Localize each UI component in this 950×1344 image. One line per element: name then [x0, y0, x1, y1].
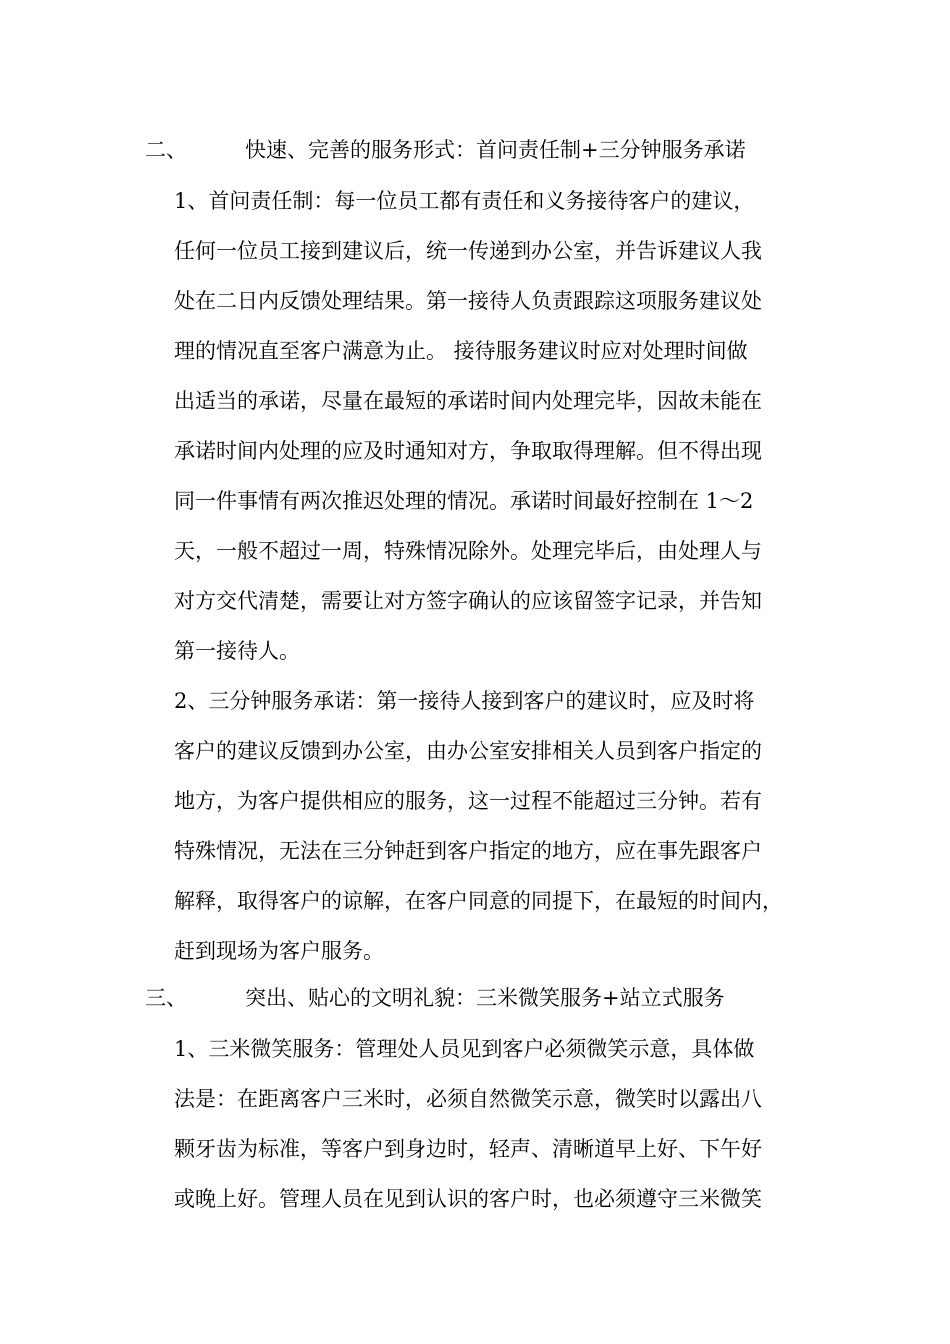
text-line: 处在二日内反馈处理结果。第一接待人负责跟踪这项服务建议处 [174, 289, 762, 313]
text-line: 天，一般不超过一周，特殊情况除外。处理完毕后，由处理人与 [174, 539, 762, 563]
section-title: 突出、贴心的文明礼貌：三米微笑服务+站立式服务 [245, 986, 725, 1010]
section-title: 快速、完善的服务形式：首问责任制+三分钟服务承诺 [245, 138, 746, 162]
text-line: 理的情况直至客户满意为止。 接待服务建议时应对处理时间做 [174, 339, 748, 363]
text-line: 赶到现场为客户服务。 [174, 939, 384, 963]
text-line: 对方交代清楚，需要让对方签字确认的应该留签字记录，并告知 [174, 589, 762, 613]
text-line: 承诺时间内处理的应及时通知对方，争取取得理解。但不得出现 [174, 439, 762, 463]
text-line: 特殊情况，无法在三分钟赶到客户指定的地方，应在事先跟客户 [174, 839, 762, 863]
text-line: 1、首问责任制：每一位员工都有责任和义务接待客户的建议， [174, 189, 755, 213]
text-line: 任何一位员工接到建议后，统一传递到办公室，并告诉建议人我 [174, 239, 762, 263]
text-line: 2、三分钟服务承诺：第一接待人接到客户的建议时，应及时将 [174, 689, 755, 713]
text-line: 1、三米微笑服务：管理处人员见到客户必须微笑示意，具体做 [174, 1037, 755, 1061]
text-line: 出适当的承诺，尽量在最短的承诺时间内处理完毕，因故未能在 [174, 389, 762, 413]
text-line: 解释，取得客户的谅解，在客户同意的同提下，在最短的时间内， [174, 889, 783, 913]
section-number: 三、 [145, 986, 187, 1010]
text-line: 法是：在距离客户三米时，必须自然微笑示意，微笑时以露出八 [174, 1087, 762, 1111]
text-line: 或晚上好。管理人员在见到认识的客户时，也必须遵守三米微笑 [174, 1187, 762, 1211]
text-line: 第一接待人。 [174, 639, 300, 663]
text-line: 同一件事情有两次推迟处理的情况。承诺时间最好控制在 1～2 [174, 489, 754, 513]
section-number: 二、 [145, 138, 187, 162]
text-line: 地方，为客户提供相应的服务，这一过程不能超过三分钟。若有 [174, 789, 762, 813]
text-line: 颗牙齿为标准，等客户到身边时，轻声、清晰道早上好、下午好 [174, 1137, 762, 1161]
text-line: 客户的建议反馈到办公室，由办公室安排相关人员到客户指定的 [174, 739, 762, 763]
